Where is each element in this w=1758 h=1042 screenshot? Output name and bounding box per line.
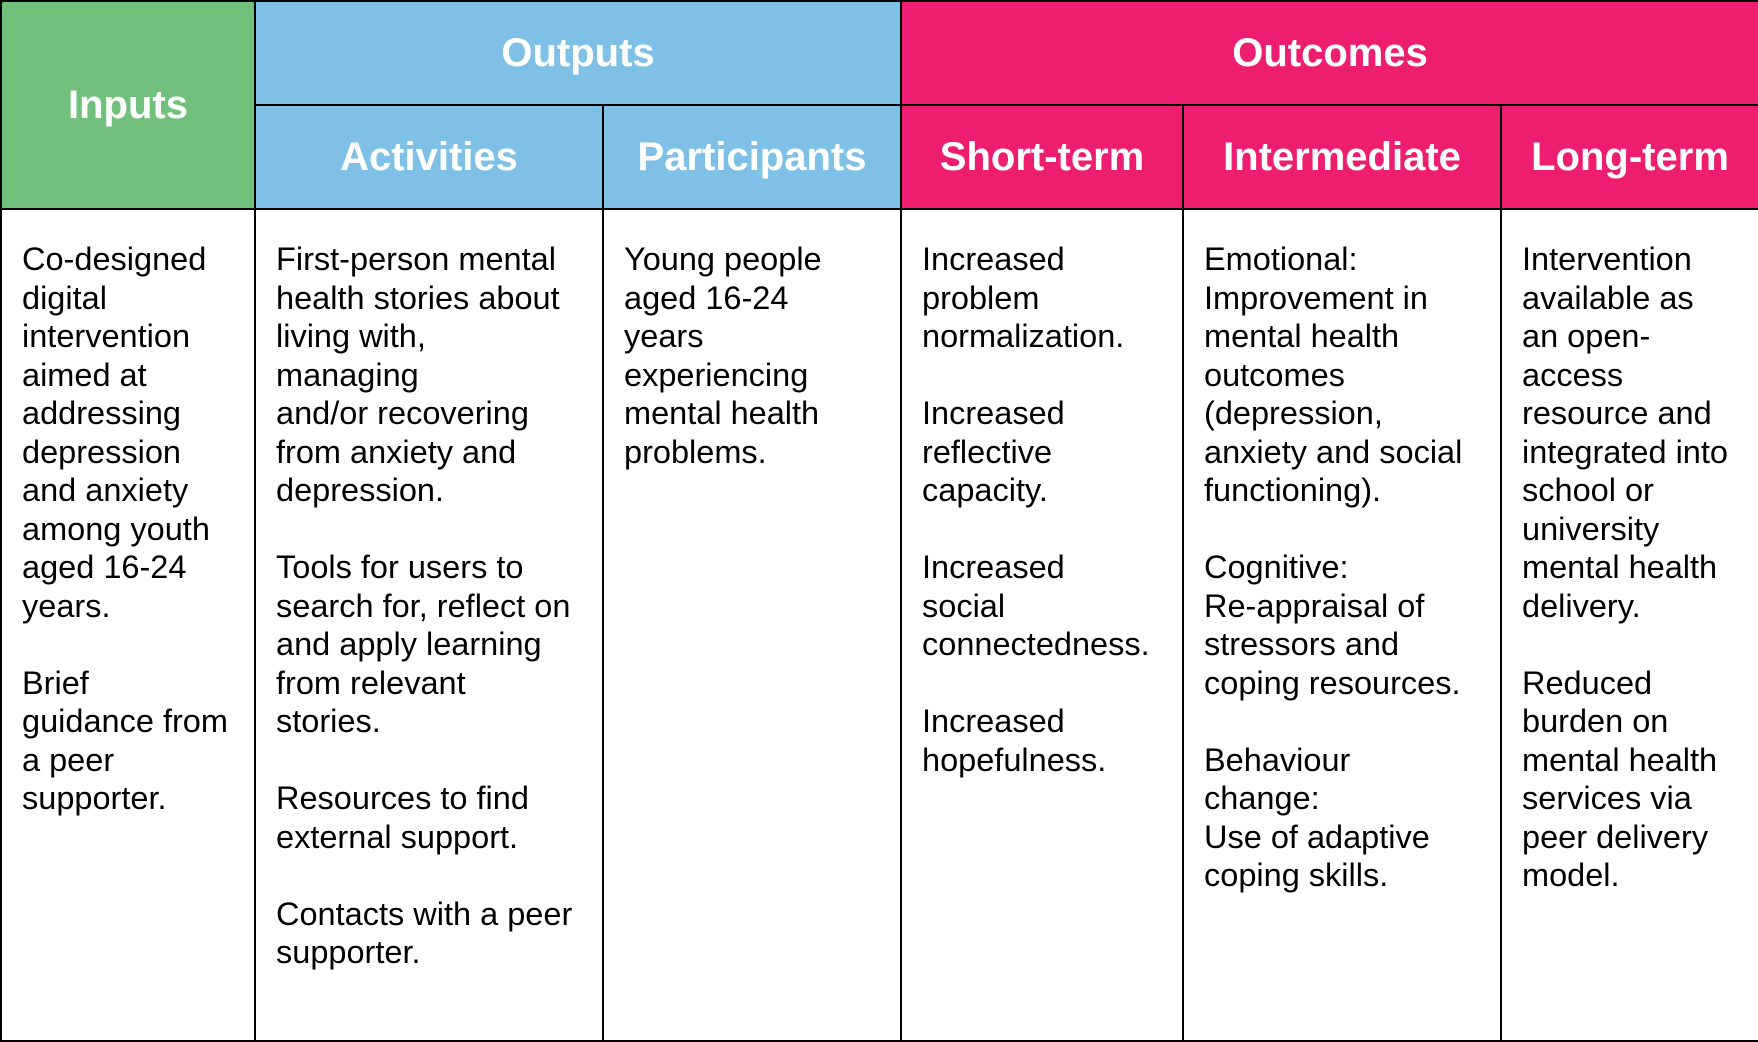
- short-term-paragraph: Increased problem normalization.: [922, 241, 1125, 354]
- short-term-header: Short-term: [901, 105, 1183, 209]
- participants-paragraph: Young people aged 16-24 years experiencing mental health problems.: [624, 241, 822, 470]
- content-row: [1, 209, 1758, 1041]
- inputs-paragraph: Co-designed digital intervention aimed at addressing depression and anxiety among youth aged 16-24 years.: [22, 241, 210, 624]
- intermediate-cell: [1183, 209, 1501, 1041]
- long-term-cell: [1501, 209, 1758, 1041]
- long-term-header: Long-term: [1501, 105, 1758, 209]
- short-term-paragraph: Increased hopefulness.: [922, 703, 1107, 778]
- long-term-paragraph: Reduced burden on mental health services via peer delivery model.: [1522, 664, 1718, 893]
- activities-paragraph: Resources to find external support.: [276, 780, 529, 855]
- activities-paragraph: Tools for users to search for, reflect on and apply learning from relevant stories.: [276, 549, 571, 739]
- header-row-sub: [1, 105, 1758, 209]
- inputs-header: Inputs: [1, 1, 255, 209]
- activities-paragraph: Contacts with a peer supporter.: [276, 895, 573, 970]
- inputs-cell: [1, 209, 255, 1041]
- long-term-paragraph: Intervention available as an open- access resource and integrated into school or university mental health delivery.: [1522, 241, 1728, 624]
- activities-header: Activities: [255, 105, 603, 209]
- short-term-cell: [901, 209, 1183, 1041]
- intermediate-paragraph: Cognitive: Re-appraisal of stressors and coping resources.: [1204, 549, 1461, 701]
- participants-header: Participants: [603, 105, 901, 209]
- short-term-paragraph: Increased reflective capacity.: [922, 395, 1065, 508]
- intermediate-header: Intermediate: [1183, 105, 1501, 209]
- intermediate-paragraph: Emotional: Improvement in mental health outcomes (depression, anxiety and social functioning).: [1204, 241, 1463, 508]
- activities-cell: [255, 209, 603, 1041]
- outputs-header: Outputs: [255, 1, 901, 105]
- outcomes-header: Outcomes: [901, 1, 1758, 105]
- intermediate-paragraph: Behaviour change: Use of adaptive coping skills.: [1204, 741, 1430, 893]
- inputs-paragraph: Brief guidance from a peer supporter.: [22, 664, 228, 816]
- header-row-top: [1, 1, 1758, 105]
- short-term-paragraph: Increased social connectedness.: [922, 549, 1150, 662]
- activities-paragraph: First-person mental health stories about living with, managing and/or recovering from anxiety and depression.: [276, 241, 560, 508]
- participants-cell: [603, 209, 901, 1041]
